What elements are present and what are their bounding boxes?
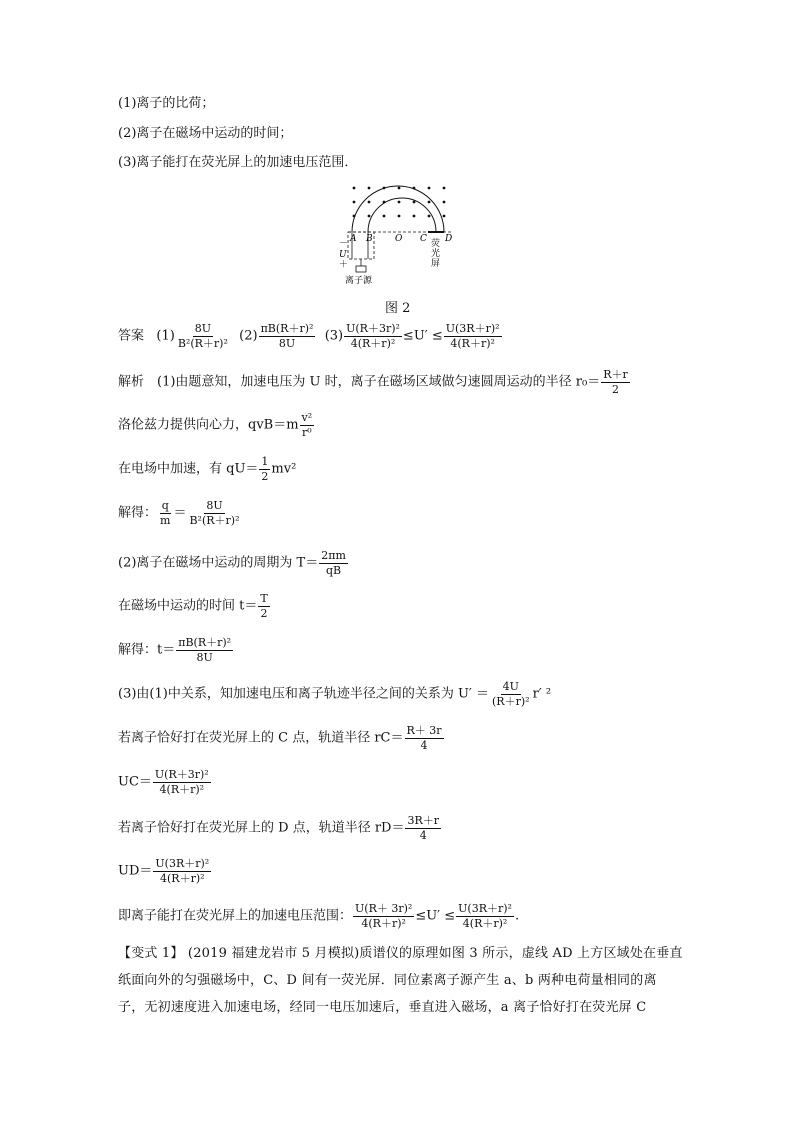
analysis-4-equals: ＝ [173, 505, 187, 521]
analysis-3-numerator: 1 [261, 455, 269, 468]
analysis-12-text: UD＝ [118, 863, 153, 879]
analysis-7-text: 解得：t＝ [118, 642, 176, 658]
analysis-8-numerator: 4U [502, 680, 519, 693]
answer-2-denominator: 8U [278, 336, 296, 350]
answer-2-numerator: πB(R＋r)² [260, 322, 314, 335]
analysis-7-fraction [176, 637, 233, 663]
analysis-6-denominator: 2 [260, 606, 268, 620]
analysis-12-fraction [153, 858, 211, 884]
analysis-13-left-numerator: U(R＋ 3r)² [355, 902, 413, 915]
analysis-line-11 [118, 815, 442, 841]
label-A: A [350, 234, 357, 244]
screen-label-3: 屏 [431, 259, 441, 269]
analysis-4-text: 解得： [118, 505, 158, 521]
answer-part-3: (3) [324, 328, 344, 344]
analysis-13-left-fraction [353, 903, 414, 929]
analysis-12-numerator: U(3R＋r)² [155, 857, 210, 870]
label-plus: ＋ [339, 260, 349, 270]
analysis-line-10 [118, 769, 212, 795]
analysis-13-left-denominator: 4(R＋r)² [361, 916, 406, 930]
analysis-10-fraction [153, 769, 211, 795]
analysis-11-denominator: 4 [419, 828, 427, 842]
analysis-5-numerator: 2πm [321, 549, 346, 562]
analysis-10-numerator: U(R＋3r)² [154, 768, 209, 781]
answer-3-left-denominator: 4(R＋r)² [350, 336, 396, 350]
label-minus: － [339, 239, 349, 249]
screen-label-1: 荧 [431, 239, 441, 249]
variant-paragraph: 【变式 1】 (2019 福建龙岩市 5 月模拟)质谱仪的原理如图 3 所示，虚线 AD 上方区域处在垂直纸面向外的匀强磁场中，C、D 间有一荧光屏．同位素离子源产生 a、b 两种电荷量相同的离子，无初速度进入加速电场，经同一电压加速后，垂直进入磁场，a 离子恰好打在荧光屏 C [118, 946, 683, 1015]
answer-1-numerator: 8U [194, 322, 211, 335]
analysis-12-denominator: 4(R＋r)² [160, 871, 205, 885]
analysis-8-tail: r′ ² [532, 686, 552, 702]
analysis-line-13 [118, 903, 519, 929]
answer-1-denominator: B²(R＋r)² [177, 336, 228, 350]
answer-3-right-numerator: U(3R＋r)² [445, 322, 500, 335]
label-D: D [445, 234, 453, 244]
analysis-7-numerator: πB(R＋r)² [178, 636, 232, 649]
analysis-13-right-numerator: U(3R＋r)² [458, 902, 512, 915]
analysis-10-denominator: 4(R＋r)² [159, 782, 205, 796]
answer-3-right-fraction [444, 323, 502, 349]
analysis-13-text: 即离子能打在荧光屏上的加速电压范围： [118, 908, 353, 924]
analysis-4-left-fraction [158, 500, 172, 526]
analysis-4-fraction [187, 500, 241, 526]
analysis-9-numerator: R＋ 3r [406, 724, 442, 737]
analysis-4-left-denominator: m [160, 513, 171, 527]
analysis-11-text: 若离子恰好打在荧光屏上的 D 点，轨道半径 rD＝ [118, 820, 405, 836]
analysis-4-left-numerator: q [161, 499, 169, 512]
analysis-11-numerator: 3R＋r [407, 814, 440, 827]
answer-part-2: (2) [239, 328, 258, 344]
analysis-13-right-denominator: 4(R＋r)² [462, 916, 508, 930]
figure-2-diagram [330, 180, 465, 292]
answer-part-1: (1) [156, 328, 175, 344]
answer-1-fraction [176, 323, 230, 349]
analysis-2-numerator: v² [301, 411, 313, 424]
analysis-3-denominator: 2 [261, 469, 269, 483]
analysis-9-text: 若离子恰好打在荧光屏上的 C 点，轨道半径 rC＝ [118, 730, 404, 746]
analysis-line-12 [118, 858, 212, 884]
analysis-2-fraction [300, 412, 315, 438]
analysis-9-fraction [405, 725, 444, 751]
analysis-4-denominator: B²(R＋r)² [189, 513, 240, 527]
analysis-6-text: 在磁场中运动的时间 t＝ [118, 598, 258, 614]
analysis-line-9 [118, 725, 445, 751]
analysis-13-tail: . [514, 908, 520, 924]
analysis-7-denominator: 8U [196, 650, 213, 664]
analysis-line-7 [118, 637, 234, 663]
analysis-line-6 [118, 593, 271, 619]
analysis-1-denominator: 2 [611, 382, 619, 396]
analysis-1-text: 解析 (1)由题意知，加速电压为 U 时，离子在磁场区域做匀速圆周运动的半径 r₀＝ [118, 374, 601, 390]
analysis-6-fraction [258, 593, 269, 619]
answer-line [118, 323, 503, 349]
analysis-11-fraction [405, 815, 441, 841]
answer-3-relation: ≤U′ ≤ [402, 328, 443, 344]
analysis-line-5 [118, 550, 349, 576]
answer-3-left-numerator: U(R＋3r)² [346, 322, 400, 335]
analysis-9-denominator: 4 [420, 738, 428, 752]
analysis-3-tail: mv² [271, 461, 297, 477]
label-ion-source: 离子源 [345, 276, 373, 286]
label-C: C [420, 234, 427, 244]
analysis-8-denominator: (R＋r)² [492, 694, 530, 708]
analysis-line-4 [118, 500, 243, 526]
analysis-4-numerator: 8U [206, 499, 223, 512]
analysis-6-numerator: T [260, 592, 268, 605]
question-1: (1)离子的比荷； [118, 96, 215, 111]
analysis-line-3 [118, 456, 296, 482]
figure-caption: 图 2 [385, 301, 411, 316]
answer-3-left-fraction [344, 323, 402, 349]
analysis-1-fraction [601, 369, 630, 395]
analysis-2-denominator: r⁰ [302, 425, 312, 439]
label-O: O [395, 234, 403, 244]
analysis-3-fraction [259, 456, 270, 482]
answer-3-right-denominator: 4(R＋r)² [450, 336, 495, 350]
screen-label-2: 光 [431, 249, 441, 259]
analysis-5-text: (2)离子在磁场中运动的周期为 T＝ [118, 555, 319, 571]
question-2: (2)离子在磁场中运动的时间； [118, 126, 293, 141]
answer-label: 答案 [118, 328, 145, 344]
analysis-line-1 [118, 369, 631, 395]
analysis-1-numerator: R＋r [603, 368, 628, 381]
analysis-5-denominator: qB [325, 563, 342, 577]
question-3: (3)离子能打在荧光屏上的加速电压范围． [118, 155, 358, 170]
analysis-8-fraction [490, 681, 532, 707]
analysis-3-text: 在电场中加速，有 qU＝ [118, 461, 259, 477]
answer-2-fraction [259, 323, 316, 349]
analysis-line-2 [118, 412, 315, 438]
analysis-line-8 [118, 681, 551, 707]
label-U: U [339, 250, 347, 260]
analysis-13-right-fraction [456, 903, 514, 929]
analysis-8-text: (3)由(1)中关系，知加速电压和离子轨迹半径之间的关系为 U′ ＝ [118, 686, 490, 702]
analysis-2-text: 洛伦兹力提供向心力，qvB＝m [118, 417, 299, 433]
analysis-10-text: UC＝ [118, 774, 152, 790]
label-B: B [366, 234, 373, 244]
analysis-5-fraction [319, 550, 348, 576]
analysis-13-relation: ≤U′ ≤ [415, 908, 456, 924]
